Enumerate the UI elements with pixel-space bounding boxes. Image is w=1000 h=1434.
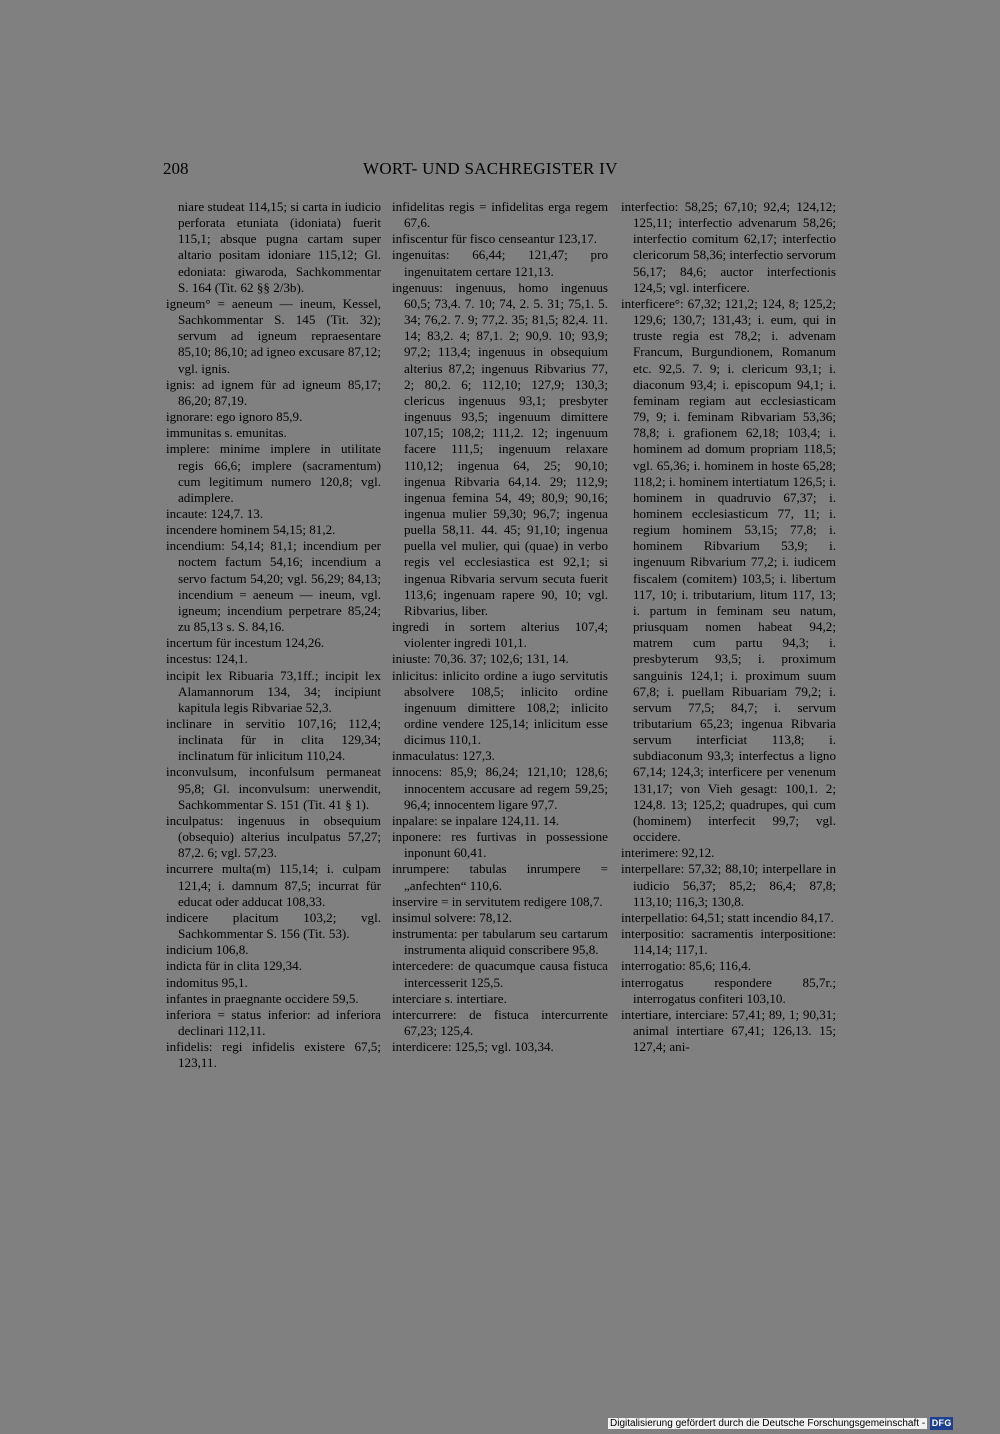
index-entry: interpellare: 57,32; 88,10; interpellare in iudicio 56,37; 85,2; 86,4; 87,8; 113,10; 116,3; 130,8. [621, 861, 836, 909]
index-entry: innocens: 85,9; 86,24; 121,10; 128,6; innocentem accusare ad regem 59,25; 96,4; innocentem ligare 97,7. [392, 764, 608, 812]
index-entry: ingenuus: ingenuus, homo ingenuus 60,5; 73,4. 7. 10; 74, 2. 5. 31; 75,1. 5. 34; 76,2. 7. 9; 77,2. 35; 81,5; 82,4. 11. 14; 83,2. 4; 87,1. 2; 90,9. 10; 93,9; 97,2; 113,4; ingenuus in obsequium alterius 87,2; ingenuus Ribvarius 77, 2; 80,2. 6; 112,10; 127,9; 130,3; clericus ingenuus 93,1; presbyter ingenuus 93,5; ingenuum dimittere 107,15; 108,2; 111,2. 12; ingenuum facere 111,5; ingenuum relaxare 110,12; ingenua 64, 25; 90,10; ingenua Ribvaria 64,14. 29; 112,9; ingenua femina 54, 49; 80,9; 90,16; ingenua mulier 59,30; 96,7; ingenua puella 58,11. 44. 45; 91,10; ingenua puella vel mulier, qui (quae) in verbo regis vel ecclesiastica est 92,1; si ingenua Ribvaria servum secuta fuerit 113,6; ingenuam rapere 90, 10; vgl. Ribvarius, liber. [392, 279, 608, 618]
page-number: 208 [163, 159, 189, 178]
index-entry: incertum für incestum 124,26. [166, 635, 325, 651]
index-entry: infidelitas regis = infidelitas erga regem 67,6. [392, 199, 608, 231]
index-entry: interimere: 92,12. [621, 845, 715, 861]
index-entry: infidelis: regi infidelis existere 67,5; 123,11. [166, 1039, 381, 1071]
index-entry: incendere hominem 54,15; 81,2. [166, 522, 336, 538]
index-entry: interrogatus respondere 85,7r.; interrogatus confiteri 103,10. [621, 974, 836, 1006]
index-entry: implere: minime implere in utilitate regis 66,6; implere (sacramentum) cum legitimum numero 120,8; vgl. adimplere. [166, 441, 381, 505]
index-entry: inservire = in servitutem redigere 108,7. [392, 893, 603, 909]
index-entry: interfectio: 58,25; 67,10; 92,4; 124,12; 125,11; interfectio advenarum 58,26; interfectio comitum 62,17; interfectio clericorum 58,36; interfectio servorum 56,17; 84,6; auctor interfectionis 124,5; vgl. interficere. [621, 199, 836, 295]
index-entry: ingredi in sortem alterius 107,4; violenter ingredi 101,1. [392, 619, 608, 651]
index-entry: indomitus 95,1. [166, 974, 248, 990]
index-entry: inclinare in servitio 107,16; 112,4; inclinata für in clita 129,34; inclinatum für inlicitum 110,24. [166, 716, 381, 764]
running-title: WORT- UND SACHREGISTER IV [363, 159, 618, 178]
index-entry: ingenuitas: 66,44; 121,47; pro ingenuitatem certare 121,13. [392, 247, 608, 279]
index-entry: inrumpere: tabulas inrumpere = „anfechten“ 110,6. [392, 861, 608, 893]
index-entry: inponere: res furtivas in possessione inponunt 60,41. [392, 829, 608, 861]
index-entry: inconvulsum, inconfulsum permaneat 95,8; Gl. inconvulsum: unerwendit, Sachkommentar S. 151 (Tit. 41 § 1). [166, 764, 381, 812]
index-entry: interdicere: 125,5; vgl. 103,34. [392, 1039, 554, 1055]
index-entry: incaute: 124,7. 13. [166, 505, 264, 521]
index-entry: inferiora = status inferior: ad inferiora declinari 112,11. [166, 1006, 381, 1038]
index-entry: incipit lex Ribuaria 73,1ff.; incipit lex Alamannorum 134, 34; incipiunt kapitula legis Ribvariae 52,3. [166, 667, 381, 715]
index-entry: infiscentur für fisco censeantur 123,17. [392, 231, 598, 247]
index-entry: interpellatio: 64,51; statt incendio 84,17. [621, 909, 834, 925]
digitization-footer [608, 1417, 953, 1431]
footer-credit-text: Digitalisierung gefördert durch die Deutsche Forschungsgemeinschaft - [610, 1418, 926, 1429]
index-column-2 [392, 199, 608, 1055]
index-entry: intercedere: de quacumque causa fistuca intercesserit 125,5. [392, 958, 608, 990]
index-entry: ignorare: ego ignoro 85,9. [166, 409, 303, 425]
index-entry: indicium 106,8. [166, 942, 249, 958]
index-entry: instrumenta: per tabularum seu cartarum instrumenta aliquid conscribere 95,8. [392, 926, 608, 958]
index-entry: immunitas s. emunitas. [166, 425, 287, 441]
index-entry: indicere placitum 103,2; vgl. Sachkommentar S. 156 (Tit. 53). [166, 909, 381, 942]
index-entry: infantes in praegnante occidere 59,5. [166, 990, 359, 1006]
index-entry: insimul solvere: 78,12. [392, 909, 513, 925]
index-column-3 [621, 199, 836, 1055]
index-entry: interrogatio: 85,6; 116,4. [621, 958, 752, 974]
index-entry: incurrere multa(m) 115,14; i. culpam 121,4; i. damnum 87,5; incurrat für educat oder adducat 108,33. [166, 861, 381, 909]
index-entry: interpositio: sacramentis interpositione: 114,14; 117,1. [621, 926, 836, 958]
index-entry: niare studeat 114,15; si carta in iudicio perforata etuniata (idoniata) fuerit 115,1; absque pugna cartam super altario positam idoniare 115,12; Gl. edoniata: giwaroda, Sachkommentar S. 164 (Tit. 62 §§ 2/3b). [178, 199, 381, 295]
index-entry: incestus: 124,1. [166, 651, 248, 667]
index-entry: interciare s. intertiare. [392, 990, 507, 1006]
dfg-logo-icon: DFG [931, 1418, 952, 1428]
index-entry: ignis: ad ignem für ad igneum 85,17; 86,20; 87,19. [166, 376, 381, 408]
index-entry: indicta für in clita 129,34. [166, 958, 302, 974]
index-entry: inpalare: se inpalare 124,11. 14. [392, 812, 560, 828]
index-column-1 [166, 199, 381, 1071]
index-entry: inculpatus: ingenuus in obsequium (obsequio) alterius inculpatus 57,27; 87,2. 6; vgl. 57,23. [166, 812, 381, 861]
index-entry: intercurrere: de fistuca intercurrente 67,23; 125,4. [392, 1006, 608, 1038]
index-entry: inmaculatus: 127,3. [392, 748, 495, 764]
index-entry: inlicitus: inlicito ordine a iugo servitutis absolvere 108,5; inlicito ordine ingenuum dimittere 108,2; inlicito ordine vendere 125,14; inlicitum esse dicimus 110,1. [392, 667, 608, 748]
index-entry: intertiare, interciare: 57,41; 89, 1; 90,31; animal intertiare 67,41; 126,13. 15; 127,4; ani- [621, 1006, 836, 1055]
index-entry: iniuste: 70,36. 37; 102,6; 131, 14. [392, 651, 569, 667]
index-entry: incendium: 54,14; 81,1; incendium per noctem factum 54,16; incendium a servo factum 54,20; vgl. 56,29; 84,13; incendium = aeneum — ineum, vgl. igneum; incendium perpetrare 85,24; zu 85,13 s. S. 84,16. [166, 538, 381, 635]
index-entry: igneum° = aeneum — ineum, Kessel, Sachkommentar S. 145 (Tit. 32); servum ad igneum repraesentare 85,10; 86,10; ad igneo excusare 87,12; vgl. ignis. [166, 295, 381, 376]
index-entry: interficere°: 67,32; 121,2; 124, 8; 125,2; 129,6; 130,7; 131,43; i. eum, qui in truste regia est 78,2; i. advenam Francum, Burgundionem, Romanum etc. 92,5. 7. 9; i. clericum 93,1; i. diaconum 93,4; i. episcopum 94,1; i. feminam regiam aut ecclesiasticam 79, 9; i. feminam Ribvariam 53,36; 78,8; i. grafionem 62,18; 103,4; i. hominem ad domum propriam 118,5; vgl. 65,36; i. hominem in hoste 65,28; 118,2; i. hominem intertiatum 126,5; i. hominem in quadruvio 67,37; i. hominem ecclesiasticum 77, 11; i. regium hominem 53,15; 77,8; i. hominem Ribvarium 53,9; i. ingenuum Ribvarium 77,2; i. iudicem fiscalem (comitem) 103,5; i. libertum 117, 10; i. tributarium, litum 117, 13; i. partum in feminam seu natum, priusquam nomen habeat 94,2; matrem cum partu 94,3; i. presbyterum 93,5; i. proximum sanguinis 124,1; i. proximum suum 67,8; i. puellam Ribuariam 79,2; i. servum 77,5; 84,7; i. servum tributarium 65,23; ingenua Ribvaria servum interficiat 113,8; i. subdiaconum 93,3; interfectus a ligno 67,14; 124,3; interficere per venenum 131,17; von Vieh gesagt: 100,1. 2; 124,8. 13; 125,2; quadrupes, qui cum (hominem) interfecit 99,7; vgl. occidere. [621, 295, 836, 845]
